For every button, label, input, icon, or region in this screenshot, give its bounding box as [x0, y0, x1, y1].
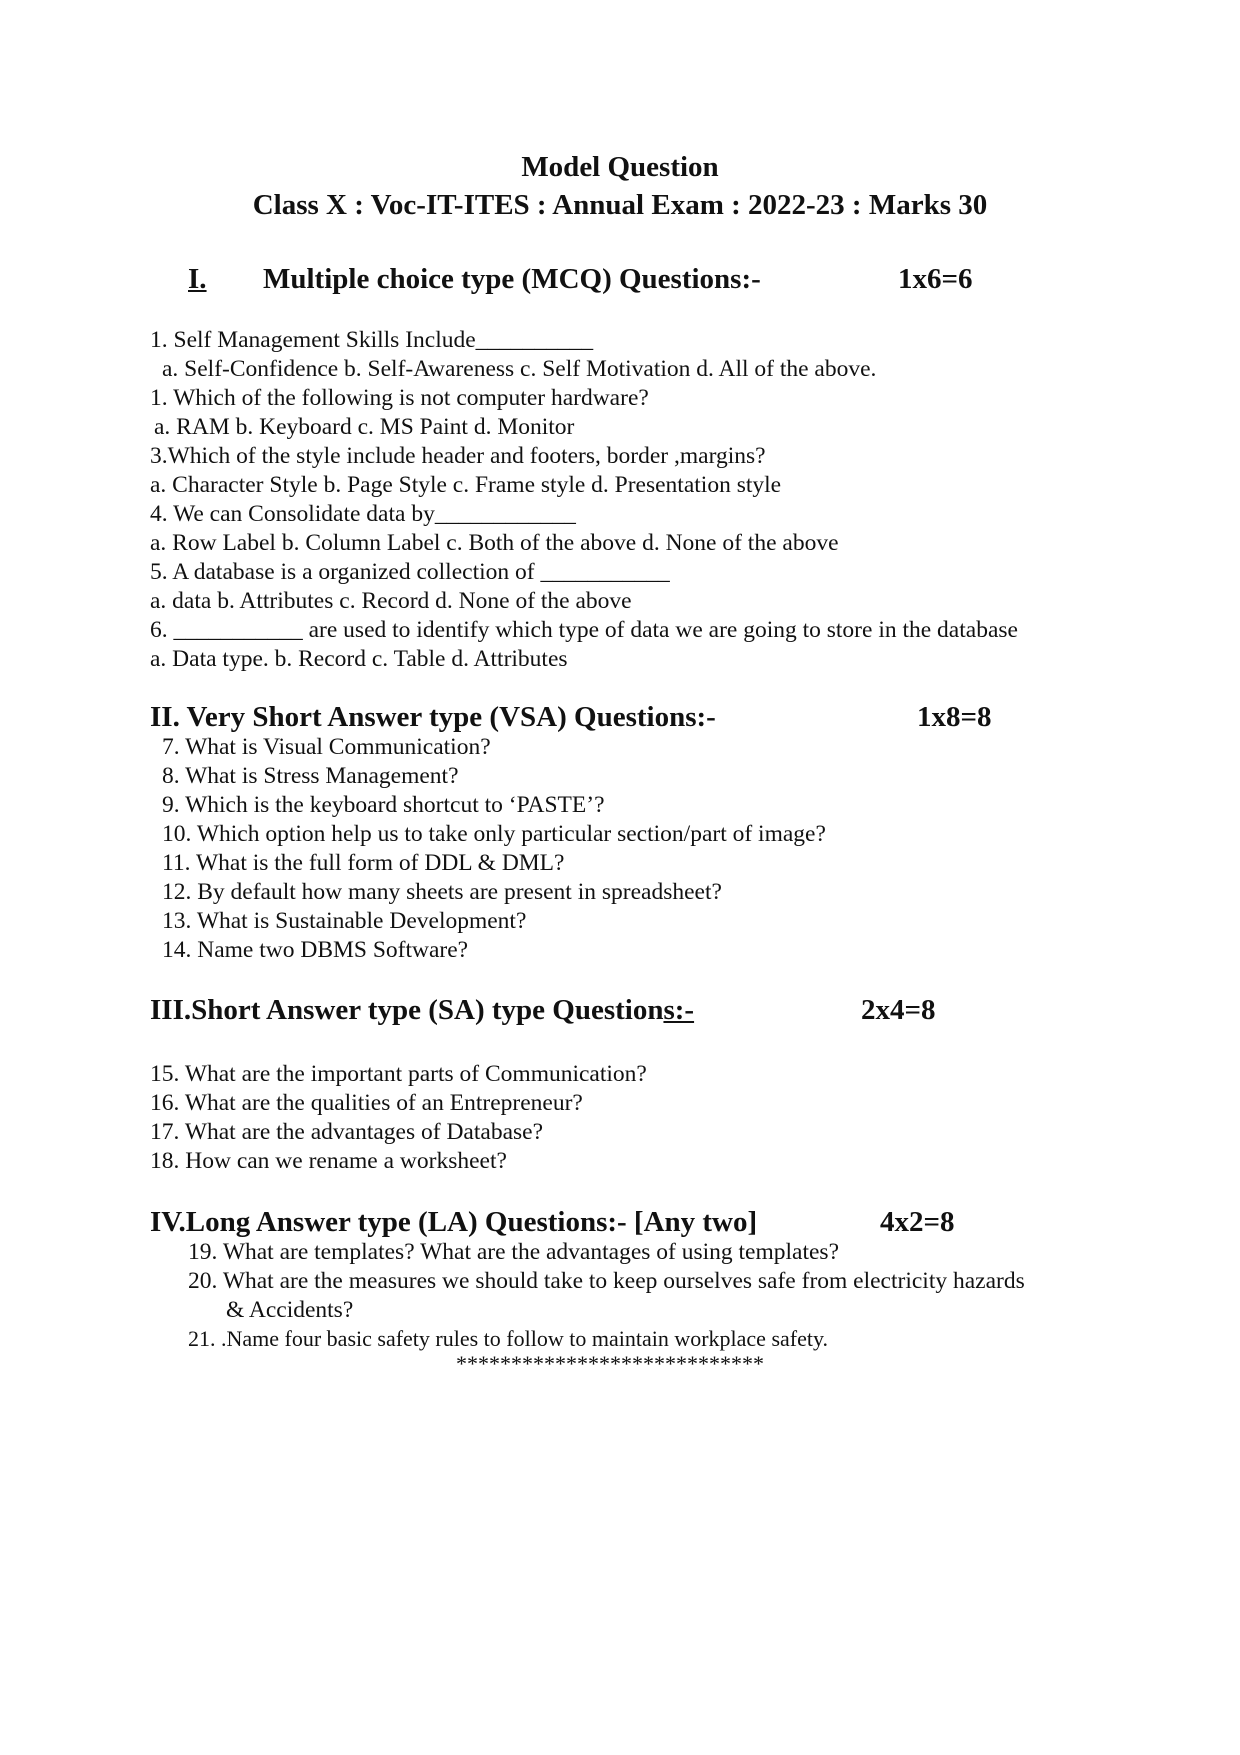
section-1-marks: 1x6=6 [898, 263, 973, 295]
page-title: Model Question [521, 151, 719, 183]
question-line-continued: & Accidents? [226, 1297, 354, 1323]
question-line: 17. What are the advantages of Database? [150, 1119, 544, 1145]
question-line: 1. Self Management Skills Include__________ [150, 327, 594, 353]
question-line: 15. What are the important parts of Communication? [150, 1061, 647, 1087]
option-line: a. Self-Confidence b. Self-Awareness c. Self Motivation d. All of the above. [162, 356, 877, 382]
question-line: 14. Name two DBMS Software? [162, 937, 469, 963]
question-line: 10. Which option help us to take only particular section/part of image? [162, 821, 826, 847]
question-line: 5. A database is a organized collection of ___________ [150, 559, 670, 585]
question-line: 19. What are templates? What are the advantages of using templates? [188, 1239, 840, 1265]
end-divider: **************************** [456, 1351, 764, 1376]
question-line: 21. .Name four basic safety rules to follow to maintain workplace safety. [188, 1326, 829, 1351]
question-line: 1. Which of the following is not computer hardware? [150, 385, 649, 411]
option-line: a. RAM b. Keyboard c. MS Paint d. Monitor [154, 414, 575, 440]
question-line: 20. What are the measures we should take to keep ourselves safe from electricity hazards [188, 1268, 1025, 1294]
question-line: 16. What are the qualities of an Entrepreneur? [150, 1090, 583, 1116]
question-line: 18. How can we rename a worksheet? [150, 1148, 507, 1174]
section-3-title-text: III.Short Answer type (SA) type Question [150, 994, 664, 1026]
question-line: 6. ___________ are used to identify which type of data we are going to store in the database [150, 617, 1018, 643]
question-line: 13. What is Sustainable Development? [162, 908, 527, 934]
section-3-title [150, 993, 694, 1027]
section-2-title: II. Very Short Answer type (VSA) Questions:- [150, 701, 716, 733]
question-line: 8. What is Stress Management? [162, 763, 459, 789]
section-3-title-underlined: s:- [663, 994, 695, 1026]
section-4-title: IV.Long Answer type (LA) Questions:- [Any two] [150, 1206, 758, 1238]
section-3-marks: 2x4=8 [861, 994, 936, 1026]
question-line: 12. By default how many sheets are present in spreadsheet? [162, 879, 722, 905]
question-line: 7. What is Visual Communication? [162, 734, 491, 760]
section-4-marks: 4x2=8 [880, 1206, 955, 1238]
question-line: 11. What is the full form of DDL & DML? [162, 850, 565, 876]
question-line: 3.Which of the style include header and footers, border ,margins? [150, 443, 766, 469]
option-line: a. Row Label b. Column Label c. Both of the above d. None of the above [150, 530, 839, 556]
option-line: a. Character Style b. Page Style c. Frame style d. Presentation style [150, 472, 782, 498]
question-line: 4. We can Consolidate data by____________ [150, 501, 576, 527]
section-1-numeral: I. [188, 263, 207, 295]
option-line: a. data b. Attributes c. Record d. None of the above [150, 588, 632, 614]
section-2-marks: 1x8=8 [917, 701, 992, 733]
section-1-title: Multiple choice type (MCQ) Questions:- [263, 263, 761, 295]
question-line: 9. Which is the keyboard shortcut to ‘PASTE’? [162, 792, 605, 818]
page-subtitle: Class X : Voc-IT-ITES : Annual Exam : 2022-23 : Marks 30 [252, 189, 988, 221]
option-line: a. Data type. b. Record c. Table d. Attributes [150, 646, 568, 672]
